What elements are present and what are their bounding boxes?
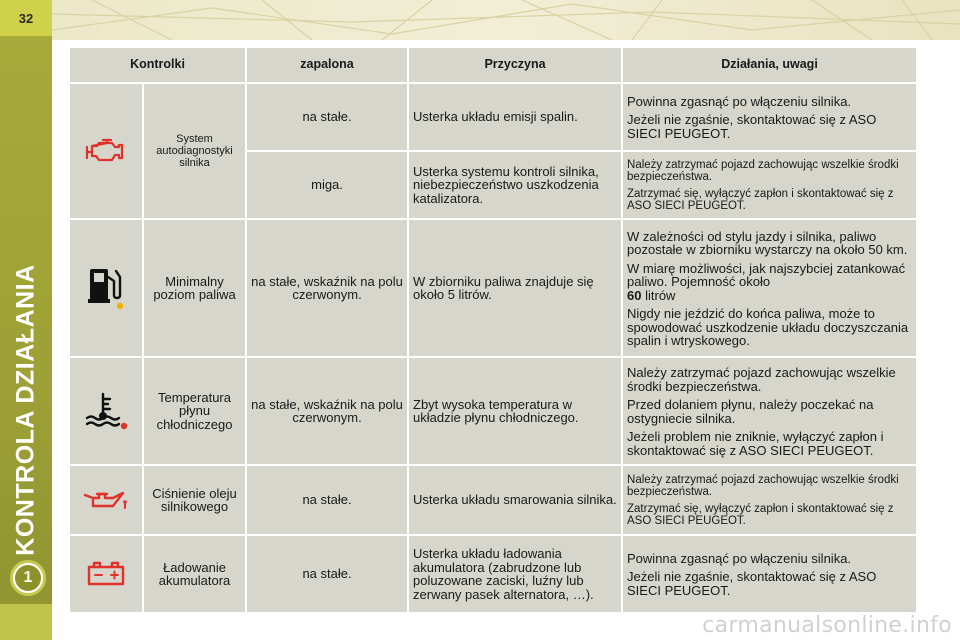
oil-cause: Usterka układu smarowania silnika. [408,465,622,535]
engine-icon-cell [69,83,143,219]
header-zapalona: zapalona [246,47,408,83]
table-row [69,219,917,357]
action-text-part: W miarę możliwości, jak najszybciej zatankować paliwo. Pojemność około [627,260,906,289]
coolant-actions [622,357,917,465]
engine-cause-2: Usterka systemu kontroli silnika, niebezpieczeństwo uszkodzenia katalizatora. [408,151,622,219]
coolant-state: na stałe, wskaźnik na polu czerwonym. [246,357,408,465]
action-text: Przed dolaniem płynu, należy poczekać na ostygniecie silnika. [627,397,874,426]
fuel-name: Minimalny poziom paliwa [143,219,246,357]
oil-actions [622,465,917,535]
action-text: Powinna zgasnąć po włączeniu silnika. [627,550,852,566]
engine-cause-1: Usterka układu emisji spalin. [408,83,622,151]
coolant-name: Temperatura płynu chłodniczego [143,357,246,465]
action-text: Należy zatrzymać pojazd zachowując wszelkie środki bezpieczeństwa. [627,159,899,183]
action-text: Należy zatrzymać pojazd zachowując wszelkie środki bezpieczeństwa. [627,365,896,394]
capacity-unit: litrów [645,287,676,303]
engine-state-2: miga. [246,151,408,219]
capacity-value: 60 [627,287,642,303]
table-header-row [69,47,917,83]
chapter-badge [10,560,46,596]
table-row [69,465,917,535]
battery-name: Ładowanie akumulatora [143,535,246,613]
watermark: carmanualsonline.info [702,613,952,638]
fuel-pump-icon [86,265,126,311]
oil-can-icon [83,488,129,512]
oil-icon-cell [69,465,143,535]
oil-state: na stałe. [246,465,408,535]
header-decoration [52,0,960,40]
engine-name: System autodiagnostyki silnika [143,83,246,219]
page-number: 32 [0,0,52,36]
table-row [69,357,917,465]
table-row [69,535,917,613]
action-text: Jeżeli nie zgaśnie, skontaktować się z ASO SIECI PEUGEOT. [627,569,877,598]
action-text: Powinna zgasnąć po włączeniu silnika. [627,93,852,109]
engine-actions-1 [622,83,917,151]
engine-actions-2 [622,151,917,219]
battery-cause: Usterka układu ładowania akumulatora (zabrudzone lub poluzowane zaciski, luźny lub zerwany pasek alternatora, …). [408,535,622,613]
oil-name: Ciśnienie oleju silnikowego [143,465,246,535]
action-text: Jeżeli nie zgaśnie, skontaktować się z ASO SIECI PEUGEOT. [627,112,877,141]
action-text: Zatrzymać się, wyłączyć zapłon i skontaktować się z ASO SIECI PEUGEOT. [627,188,894,212]
fuel-icon-cell [69,219,143,357]
action-text [627,262,912,303]
sidebar-footer [0,604,52,640]
header-kontrolki: Kontrolki [69,47,246,83]
battery-state: na stałe. [246,535,408,613]
fuel-actions [622,219,917,357]
engine-state-1: na stałe. [246,83,408,151]
action-text: Należy zatrzymać pojazd zachowując wszelkie środki bezpieczeństwa. [627,474,899,498]
action-text: W zależności od stylu jazdy i silnika, paliwo pozostałe w zbiorniku wystarczy na około 50 km. [627,228,908,257]
coolant-cause: Zbyt wysoka temperatura w układzie płynu chłodniczego. [408,357,622,465]
coolant-icon-cell [69,357,143,465]
action-text: Jeżeli problem nie zniknie, wyłączyć zapłon i skontaktować się z ASO SIECI PEUGEOT. [627,429,884,458]
coolant-temperature-icon [83,391,129,431]
engine-icon [85,136,127,166]
chapter-sidebar [0,0,52,640]
battery-actions [622,535,917,613]
chapter-number: 1 [15,565,41,591]
warning-lights-table [68,46,918,614]
battery-icon [86,561,126,587]
action-text: Nigdy nie jeździć do końca paliwa, może to spowodować uszkodzenie układu doczyszczania spalin i wtryskowego. [627,306,909,348]
chapter-title: KONTROLA DZIAŁANIA [11,264,40,556]
action-text: Zatrzymać się, wyłączyć zapłon i skontaktować się z ASO SIECI PEUGEOT. [627,503,894,527]
header-przyczyna: Przyczyna [408,47,622,83]
header-dzialania: Działania, uwagi [622,47,917,83]
fuel-cause: W zbiorniku paliwa znajduje się około 5 litrów. [408,219,622,357]
table-row [69,83,917,151]
fuel-state: na stałe, wskaźnik na polu czerwonym. [246,219,408,357]
battery-icon-cell [69,535,143,613]
header-pattern [52,0,960,40]
